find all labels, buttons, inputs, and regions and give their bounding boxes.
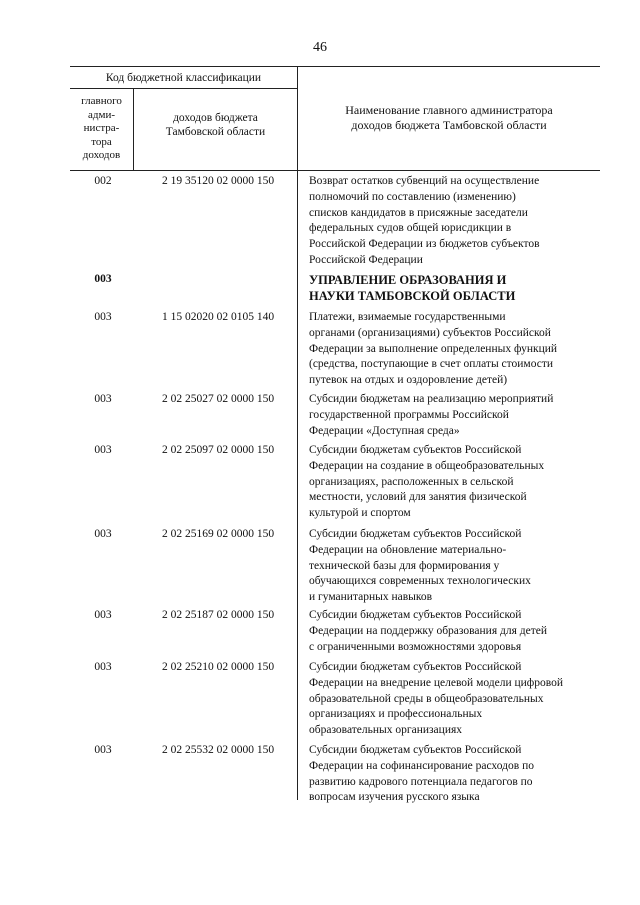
revenue-name xyxy=(309,443,599,522)
revenue-name xyxy=(309,310,599,389)
name-column-heading xyxy=(298,103,600,133)
name-line: Федерации на поддержку образования для детей xyxy=(309,624,547,637)
name-line: культурой и спортом xyxy=(309,507,411,520)
name-line: Возврат остатков субвенций на осуществление xyxy=(309,175,540,187)
page-number: 46 xyxy=(313,40,327,55)
revenue-code: 2 19 35120 02 0000 150 xyxy=(161,175,275,187)
name-line: федеральных судов общей юрисдикции в xyxy=(309,222,512,235)
admin-heading-line: тора xyxy=(91,135,112,148)
name-line: Платежи, взимаемые государственными xyxy=(309,311,506,323)
admin-code: 003 xyxy=(94,393,112,405)
name-line: организациях, расположенных в сельской xyxy=(309,475,514,488)
revenue-name xyxy=(309,608,599,655)
admin-code: 002 xyxy=(94,175,112,187)
name-line: образовательной среды в общеобразовательных xyxy=(309,692,544,705)
admin-heading-line: доходов xyxy=(82,149,121,161)
name-line: Федерации на создание в общеобразовательных xyxy=(309,459,545,472)
admin-code: 003 xyxy=(94,311,112,323)
name-line: Субсидии бюджетам субъектов Российской xyxy=(309,528,522,540)
name-line: технической базы для формирования у xyxy=(309,559,500,572)
name-line: Субсидии бюджетам на реализацию мероприятий xyxy=(309,393,554,405)
revenue-name xyxy=(309,174,599,269)
admin-code: 003 xyxy=(94,744,112,756)
admin-code: 003 xyxy=(94,273,112,285)
name-line: Субсидии бюджетам субъектов Российской xyxy=(309,661,522,673)
name-line: путевок на отдых и оздоровление детей) xyxy=(309,374,508,387)
revenue-name xyxy=(309,527,599,606)
name-line: развитию кадрового потенциала педагогов по xyxy=(309,775,533,788)
code-heading-line: Тамбовской области xyxy=(165,126,266,138)
admin-heading-line: главного xyxy=(81,95,122,107)
code-heading-line: доходов бюджета xyxy=(173,112,258,124)
name-line: (средства, поступающие в счет оплаты стоимости xyxy=(309,358,554,371)
name-line: обучающихся современных технологических xyxy=(309,575,531,588)
name-line: органами (организациями) субъектов Российской xyxy=(309,326,551,339)
name-line: с ограниченными возможностями здоровья xyxy=(309,640,522,653)
code-group-rule xyxy=(70,88,297,89)
name-line: Федерации на внедрение целевой модели цифровой xyxy=(309,676,564,689)
revenue-name xyxy=(309,392,599,439)
name-line: образовательных организациях xyxy=(309,724,463,737)
name-line: Федерации «Доступная среда» xyxy=(309,424,460,437)
admin-code: 003 xyxy=(94,609,112,621)
code-column-heading xyxy=(134,111,297,139)
revenue-code: 1 15 02020 02 0105 140 xyxy=(161,311,275,323)
name-line: государственной программы Российской xyxy=(309,408,509,421)
name-line: и гуманитарных навыков xyxy=(309,591,433,604)
section-title xyxy=(309,272,599,304)
revenue-code: 2 02 25097 02 0000 150 xyxy=(161,444,275,456)
name-line: организациях и профессиональных xyxy=(309,708,483,721)
revenue-code: 2 02 25187 02 0000 150 xyxy=(161,609,275,621)
name-line: вопросам изучения русского языка xyxy=(309,791,480,804)
revenue-name xyxy=(309,743,599,806)
name-line: Российской Федерации из бюджетов субъектов xyxy=(309,238,540,251)
name-line: местности, условий для занятия физической xyxy=(309,491,527,504)
name-line: Федерации за выполнение определенных функций xyxy=(309,342,558,355)
admin-code: 003 xyxy=(94,661,112,673)
header-bottom-rule xyxy=(70,170,600,171)
revenue-code: 2 02 25532 02 0000 150 xyxy=(161,744,275,756)
admin-code: 003 xyxy=(94,444,112,456)
revenue-code: 2 02 25027 02 0000 150 xyxy=(161,393,275,405)
name-line: Федерации на обновление материально- xyxy=(309,543,507,556)
name-line: Субсидии бюджетам субъектов Российской xyxy=(309,444,522,456)
code-group-heading: Код бюджетной классификации xyxy=(105,72,262,84)
revenue-code: 2 02 25210 02 0000 150 xyxy=(161,661,275,673)
revenue-code: 2 02 25169 02 0000 150 xyxy=(161,528,275,540)
name-heading-line: Наименование главного администратора xyxy=(345,103,553,117)
name-line: Российской Федерации xyxy=(309,253,423,266)
admin-heading-line: нистра- xyxy=(83,122,120,134)
admin-heading-line: адми- xyxy=(88,108,115,121)
name-line: Субсидии бюджетам субъектов Российской xyxy=(309,609,522,621)
admin-column-heading xyxy=(70,95,133,163)
name-line: НАУКИ ТАМБОВСКОЙ ОБЛАСТИ xyxy=(309,289,516,303)
name-line: Федерации на софинансирование расходов по xyxy=(309,759,534,772)
header-top-rule xyxy=(70,66,600,67)
name-line: УПРАВЛЕНИЕ ОБРАЗОВАНИЯ И xyxy=(309,273,507,287)
name-heading-line: доходов бюджета Тамбовской области xyxy=(351,118,547,132)
admin-code: 003 xyxy=(94,528,112,540)
revenue-name xyxy=(309,660,599,739)
name-line: Субсидии бюджетам субъектов Российской xyxy=(309,744,522,756)
name-line: списков кандидатов в присяжные заседатели xyxy=(309,206,528,219)
name-line: полномочий по составлению (изменению) xyxy=(309,190,516,203)
